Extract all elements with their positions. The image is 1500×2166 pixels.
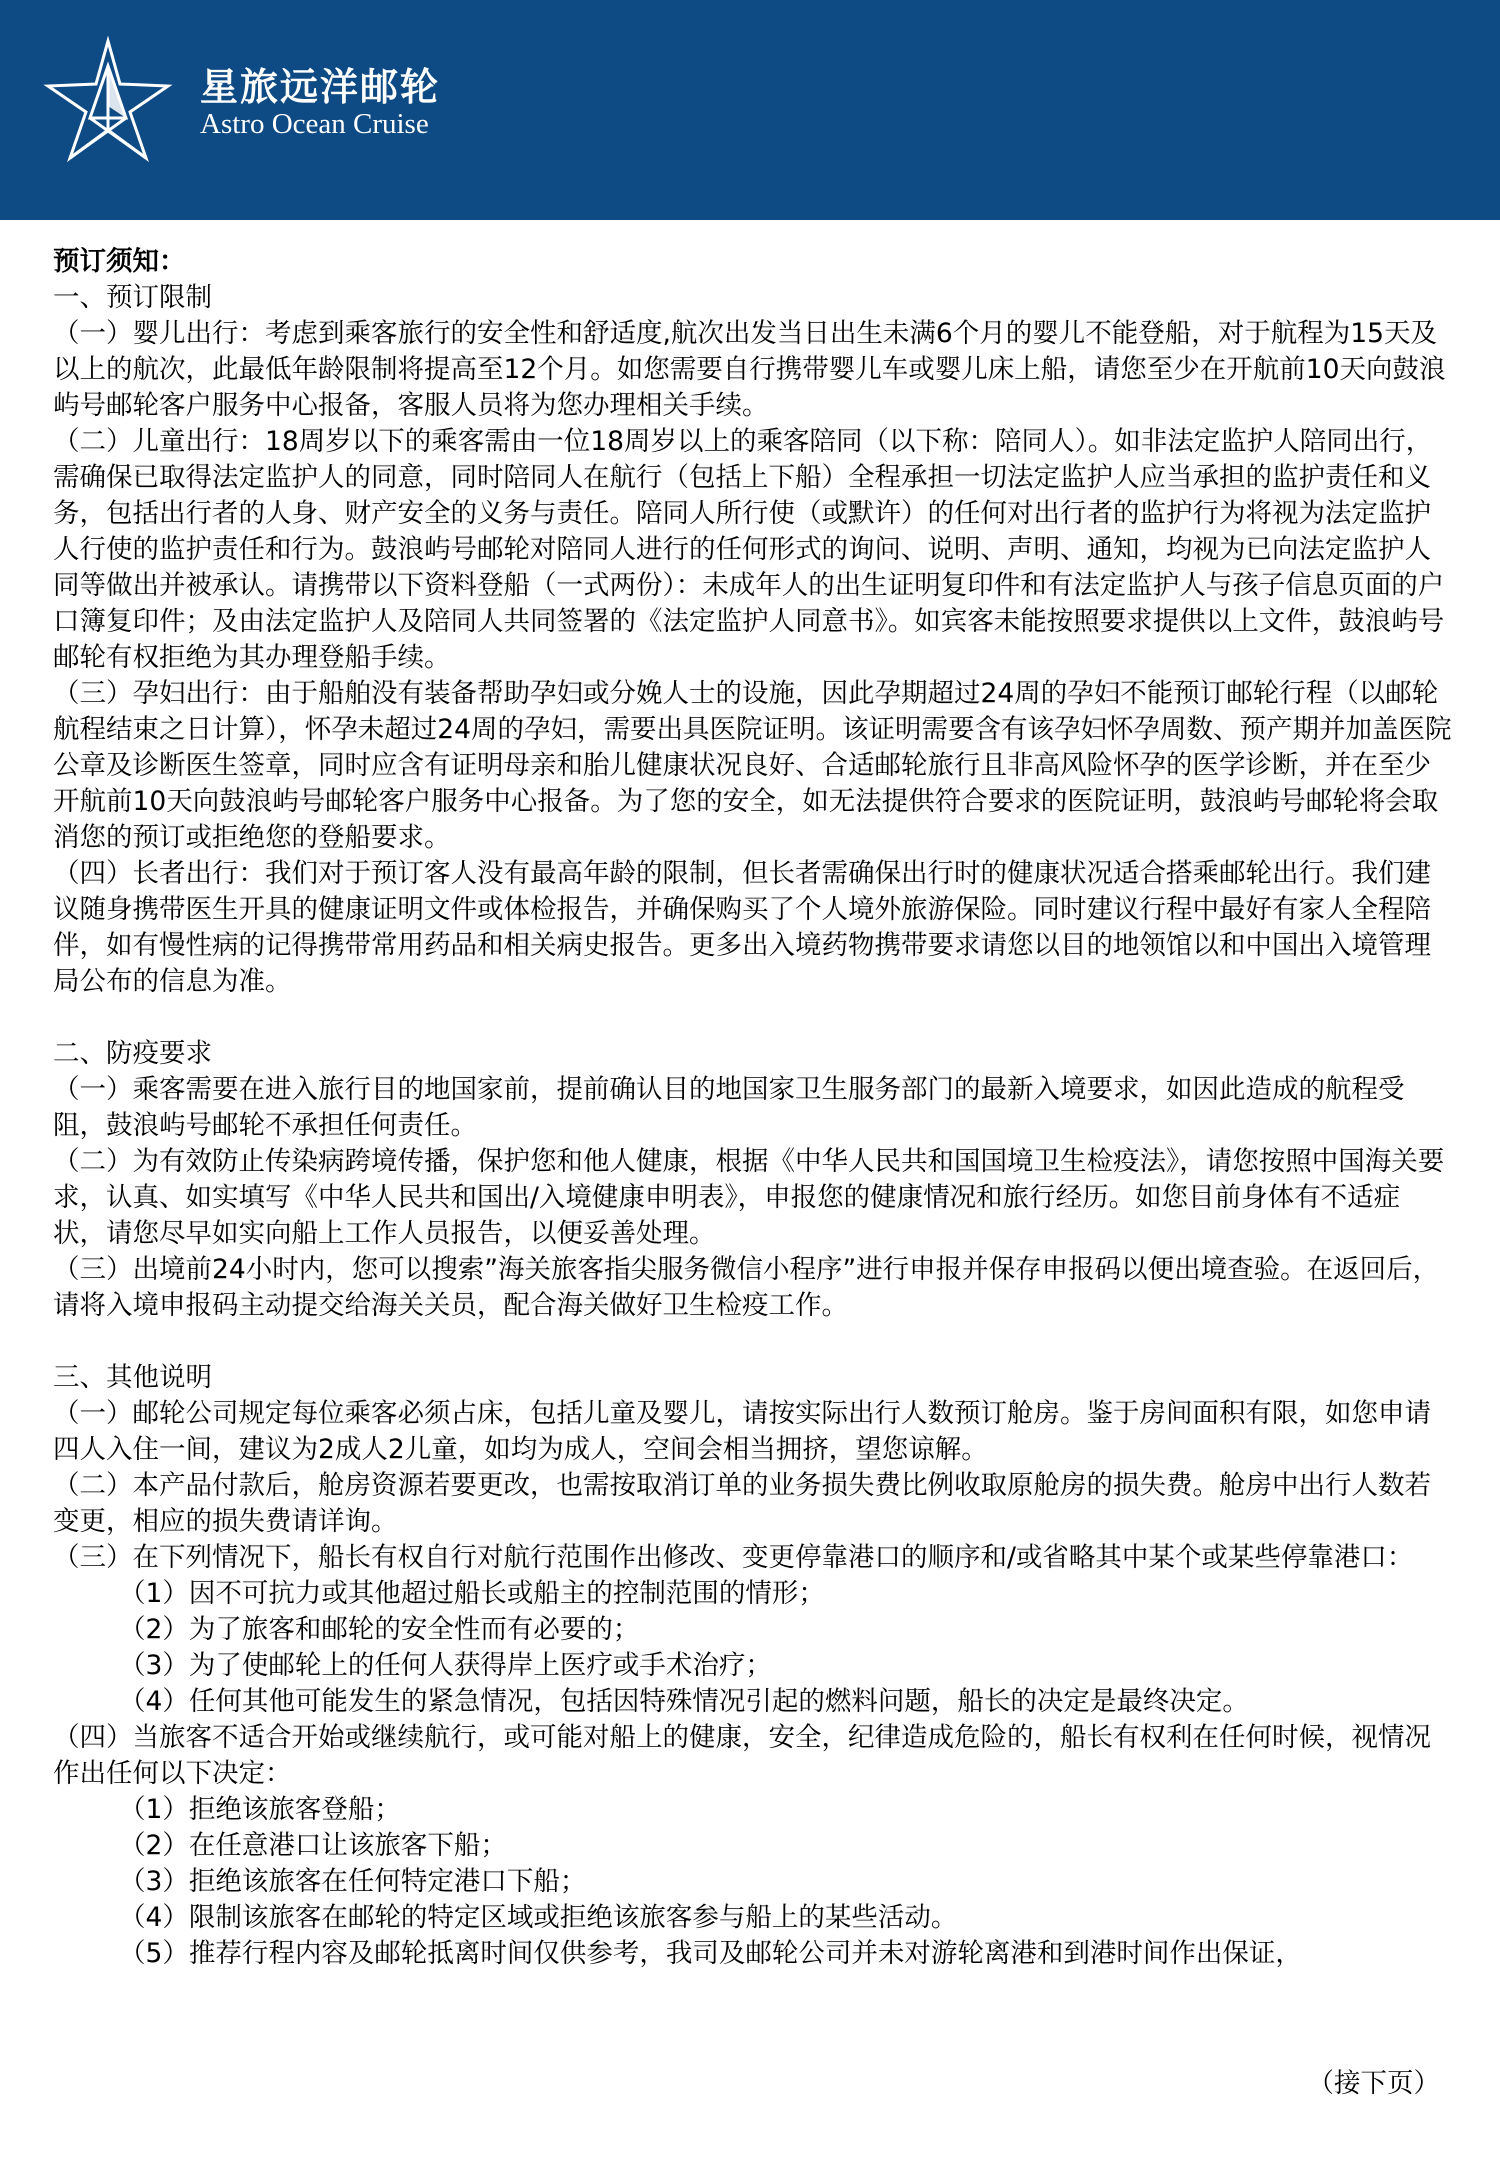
list-item: （1）因不可抗力或其他超过船长或船主的控制范围的情形； [119, 1578, 825, 1609]
brand-name-en: Astro Ocean Cruise [200, 108, 429, 140]
list-item: （3）为了使邮轮上的任何人获得岸上医疗或手术治疗； [119, 1650, 772, 1681]
section-spacer [53, 1324, 1453, 1360]
berth-occupancy-paragraph: （一）邮轮公司规定每位乘客必须占床，包括儿童及婴儿，请按实际出行人数预订舱房。鉴于房间面积有限，如您申请四人入住一间，建议为2成人2儿童，如均为成人，空间会相当拥挤，望您谅解。 [53, 1398, 1431, 1465]
star-compass-logo-icon [38, 36, 178, 166]
section-heading-booking-limits: 一、预订限制 [53, 282, 212, 313]
infant-travel-paragraph: （一）婴儿出行：考虑到乘客旅行的安全性和舒适度,航次出发当日出生未满6个月的婴儿不能登船，对于航程为15天及以上的航次，此最低年龄限制将提高至12个月。如您需要自行携带婴儿车或婴儿床上船，请您至少在开航前10天向鼓浪屿号邮轮客户服务中心报备，客服人员将为您办理相关手续。 [53, 318, 1446, 421]
brand-name-cn: 星旅远洋邮轮 [200, 64, 441, 109]
entry-requirements-paragraph: （一）乘客需要在进入旅行目的地国家前，提前确认目的地国家卫生服务部门的最新入境要求，如因此造成的航程受阻，鼓浪屿号邮轮不承担任何责任。 [53, 1074, 1405, 1141]
list-item: （3）拒绝该旅客在任何特定港口下船； [119, 1866, 587, 1897]
list-item: （4）任何其他可能发生的紧急情况，包括因特殊情况引起的燃料问题，船长的决定是最终决定。 [119, 1686, 1249, 1717]
health-declaration-paragraph: （二）为有效防止传染病跨境传播，保护您和他人健康，根据《中华人民共和国国境卫生检疫法》，请您按照中国海关要求，认真、如实填写《中华人民共和国出/入境健康申明表》，申报您的健康情况和旅行经历。如您目前身体有不适症状，请您尽早如实向船上工作人员报告，以便妥善处理。 [53, 1146, 1445, 1249]
list-item: （5）推荐行程内容及邮轮抵离时间仅供参考，我司及邮轮公司并未对游轮离港和到港时间作出保证， [119, 1938, 1302, 1969]
page-header [0, 0, 1500, 220]
list-item: （4）限制该旅客在邮轮的特定区域或拒绝该旅客参与船上的某些活动。 [119, 1902, 958, 1933]
captain-authority-paragraph: （四）当旅客不适合开始或继续航行，或可能对船上的健康，安全，纪律造成危险的，船长有权利在任何时候，视情况作出任何以下决定： [53, 1722, 1431, 1789]
section-spacer [53, 1000, 1453, 1036]
list-item: （1）拒绝该旅客登船； [119, 1794, 401, 1825]
child-travel-paragraph: （二）儿童出行：18周岁以下的乘客需由一位18周岁以上的乘客陪同（以下称：陪同人）。如非法定监护人陪同出行，需确保已取得法定监护人的同意，同时陪同人在航行（包括上下船）全程承担一切法定监护人应当承担的监护责任和义务，包括出行者的人身、财产安全的义务与责任。陪同人所行使（或默许）的任何对出行者的监护行为将视为法定监护人行使的监护责任和行为。鼓浪屿号邮轮对陪同人进行的任何形式的询问、说明、声明、通知，均视为已向法定监护人同等做出并被承认。请携带以下资料登船（一式两份）：未成年人的出生证明复印件和有法定监护人与孩子信息页面的户口簿复印件；及由法定监护人及陪同人共同签署的《法定监护人同意书》。如宾客未能按照要求提供以上文件，鼓浪屿号邮轮有权拒绝为其办理登船手续。 [53, 426, 1445, 673]
page-title: 预订须知： [53, 246, 186, 277]
booking-notice [53, 244, 1453, 1972]
list-item: （2）为了旅客和邮轮的安全性而有必要的； [119, 1614, 640, 1645]
cabin-change-paragraph: （二）本产品付款后，舱房资源若要更改，也需按取消订单的业务损失费比例收取原舱房的损失费。舱房中出行人数若变更，相应的损失费请详询。 [53, 1470, 1431, 1537]
pregnancy-travel-paragraph: （三）孕妇出行：由于船舶没有装备帮助孕妇或分娩人士的设施，因此孕期超过24周的孕妇不能预订邮轮行程（以邮轮航程结束之日计算），怀孕未超过24周的孕妇，需要出具医院证明。该证明需要含有该孕妇怀孕周数、预产期并加盖医院公章及诊断医生签章，同时应含有证明母亲和胎儿健康状况良好、合适邮轮旅行且非高风险怀孕的医学诊断，并在至少开航前10天向鼓浪屿号邮轮客户服务中心报备。为了您的安全，如无法提供符合要求的医院证明，鼓浪屿号邮轮将会取消您的预订或拒绝您的登船要求。 [53, 678, 1452, 853]
customs-declaration-paragraph: （三）出境前24小时内，您可以搜索”海关旅客指尖服务微信小程序”进行申报并保存申报码以便出境查验。在返回后，请将入境申报码主动提交给海关关员，配合海关做好卫生检疫工作。 [53, 1254, 1440, 1321]
section-heading-epidemic-requirements: 二、防疫要求 [53, 1038, 212, 1069]
continued-on-next-page: （接下页） [1307, 2068, 1440, 2099]
senior-travel-paragraph: （四）长者出行：我们对于预订客人没有最高年龄的限制，但长者需确保出行时的健康状况适合搭乘邮轮出行。我们建议随身携带医生开具的健康证明文件或体检报告，并确保购买了个人境外旅游保险。同时建议行程中最好有家人全程陪伴，如有慢性病的记得携带常用药品和相关病史报告。更多出入境药物携带要求请您以目的地领馆以和中国出入境管理局公布的信息为准。 [53, 858, 1431, 997]
list-item: （2）在任意港口让该旅客下船； [119, 1830, 507, 1861]
section-heading-other-notes: 三、其他说明 [53, 1362, 212, 1393]
route-change-paragraph: （三）在下列情况下，船长有权自行对航行范围作出修改、变更停靠港口的顺序和/或省略其中某个或某些停靠港口： [53, 1542, 1414, 1573]
